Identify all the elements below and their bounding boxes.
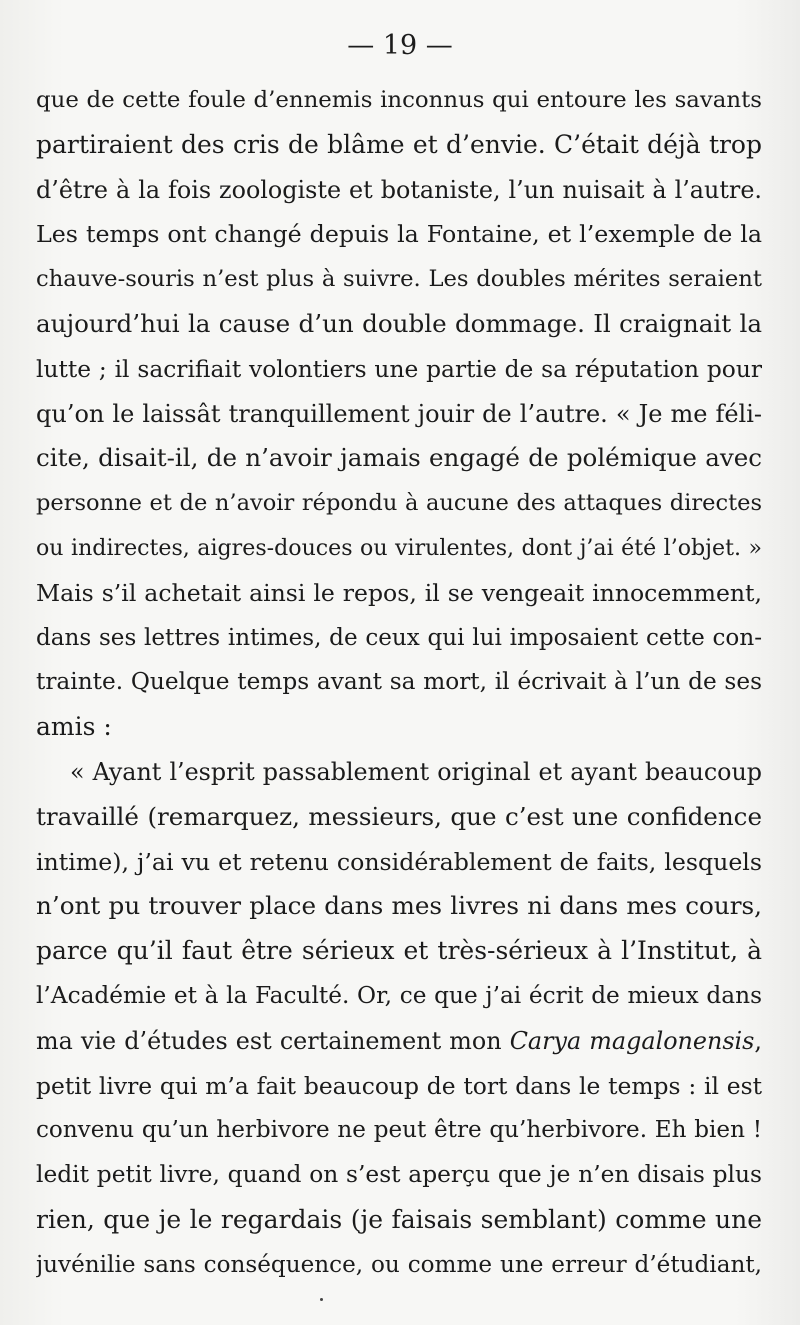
text-line: n’ont pu trouver place dans mes livres ni dans mes cours, <box>36 891 762 921</box>
text-line: aujourd’hui la cause d’un double dommage. Il craignait la <box>36 308 762 338</box>
text-line: travaillé (remarquez, messieurs, que c’est une confidence <box>36 801 762 831</box>
text-line: l’Académie et à la Faculté. Or, ce que j’ai écrit de mieux dans <box>36 981 762 1009</box>
text-line: petit livre qui m’a fait beaucoup de tort dans le temps : il est <box>36 1071 762 1100</box>
italic-title: Carya magalonensis <box>509 1026 755 1055</box>
text-segment: , <box>754 1026 762 1055</box>
text-line: lutte ; il sacrifiait volontiers une partie de sa réputation pour <box>36 354 762 383</box>
text-line: parce qu’il faut être sérieux et très-sérieux à l’Institut, à <box>36 936 762 966</box>
text-line: cite, disait-il, de n’avoir jamais engagé de polémique avec <box>36 443 762 473</box>
text-line: rien, que je le regardais (je faisais semblant) comme une <box>36 1204 762 1234</box>
text-line: Mais s’il achetait ainsi le repos, il se vengeait innocemment, <box>36 578 762 607</box>
text-line-with-italic <box>36 1019 762 1064</box>
text-line: « Ayant l’esprit passablement original et ayant beaucoup <box>70 757 762 786</box>
text-line: ledit petit livre, quand on s’est aperçu que je n’en disais plus <box>36 1161 762 1189</box>
text-line: qu’on le laissât tranquillement jouir de l’autre. « Je me féli- <box>36 399 762 428</box>
text-line: trainte. Quelque temps avant sa mort, il écrivait à l’un de ses <box>36 668 762 696</box>
text-line: chauve-souris n’est plus à suivre. Les doubles mérites seraient <box>36 266 762 293</box>
text-segment: ma vie d’études est certainement mon <box>36 1026 510 1055</box>
text-line: intime), j’ai vu et retenu considérablement de faits, lesquels <box>36 847 762 876</box>
text-line: convenu qu’un herbivore ne peut être qu’herbivore. Eh bien ! <box>36 1117 762 1144</box>
text-line: que de cette foule d’ennemis inconnus qui entoure les savants <box>36 87 762 113</box>
text-line: dans ses lettres intimes, de ceux qui lui imposaient cette con- <box>36 624 762 651</box>
text-line: ou indirectes, aigres-douces ou virulentes, dont j’ai été l’objet. » <box>36 534 762 561</box>
body-text <box>36 78 762 1288</box>
text-line: amis : <box>36 712 112 742</box>
text-line: Les temps ont changé depuis la Fontaine, et l’exemple de la <box>36 220 762 249</box>
text-line: d’être à la fois zoologiste et botaniste, l’un nuisait à l’autre. <box>36 175 762 204</box>
page-number: — 19 — <box>347 30 453 61</box>
text-line: personne et de n’avoir répondu à aucune des attaques directes <box>36 490 762 517</box>
text-line: partiraient des cris de blâme et d’envie. C’était déjà trop <box>36 129 762 159</box>
ink-speck <box>320 1298 323 1301</box>
text-line: juvénilie sans conséquence, ou comme une erreur d’étudiant, <box>36 1251 762 1278</box>
